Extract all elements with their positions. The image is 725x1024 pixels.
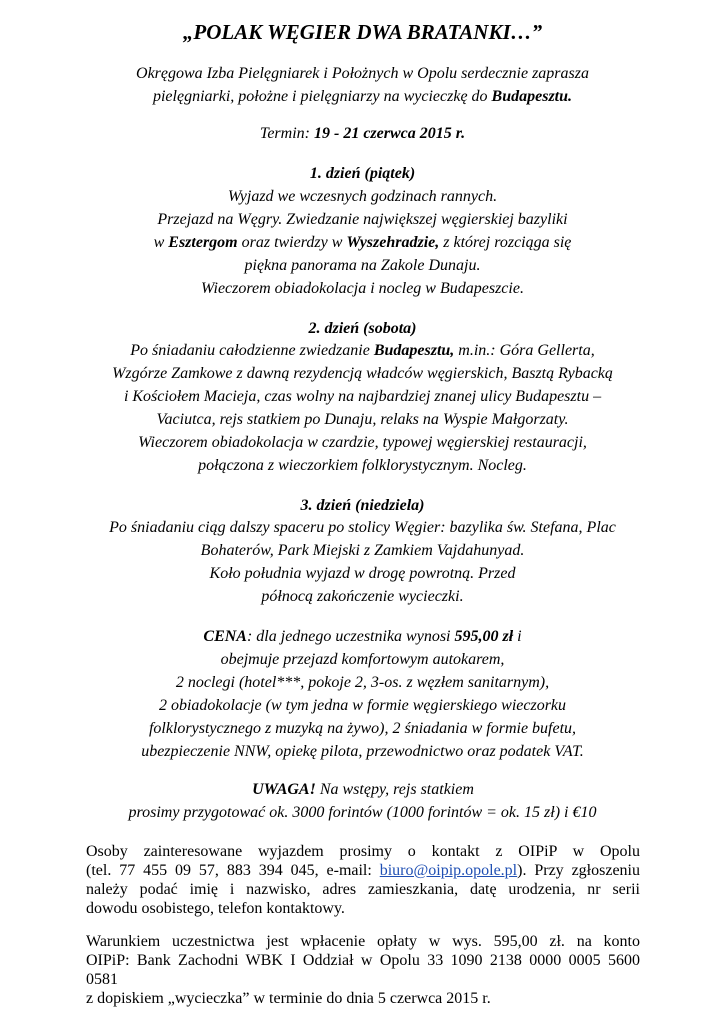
day1-line: Wyjazd we wczesnych godzinach rannych. — [227, 188, 498, 205]
price-line: ubezpieczenie NNW, opiekę pilota, przewodnictwo oraz podatek VAT. — [141, 743, 584, 760]
day3-line: północą zakończenie wycieczki. — [261, 588, 464, 605]
day2-text: Po śniadaniu całodzienne zwiedzanie — [130, 342, 374, 359]
price-line: 2 noclegi (hotel***, pokoje 2, 3-os. z węzłem sanitarnym), — [175, 674, 550, 691]
day1-line: Wieczorem obiadokolacja i nocleg w Budapeszcie. — [201, 280, 524, 297]
day1-text: oraz twierdzy w — [237, 234, 347, 251]
email-link[interactable]: biuro@oipip.opole.pl — [379, 862, 518, 879]
payment-line: z dopiskiem „wycieczka” w terminie do dnia 5 czerwca 2015 r. — [86, 990, 491, 1007]
intro-line-2 — [0, 87, 725, 106]
payment-line: 0581 — [86, 971, 118, 988]
day2-line — [0, 341, 725, 360]
day2-line: i Kościołem Macieja, czas wolny na najbardziej znanej ulicy Budapesztu – — [123, 388, 602, 405]
day2-heading: 2. dzień (sobota) — [308, 320, 417, 337]
termin-label: Termin: — [259, 125, 314, 142]
day2-line: Vaciutca, rejs statkiem po Dunaju, relaks na Wyspie Małgorzaty. — [156, 411, 569, 428]
contact-line: dowodu osobistego, telefon kontaktowy. — [86, 900, 345, 917]
contact-text: ). Przy zgłoszeniu — [517, 862, 641, 879]
termin-dates: 19 - 21 czerwca 2015 r. — [313, 125, 466, 142]
destination-city: Budapesztu. — [491, 88, 573, 105]
day3-line: Bohaterów, Park Miejski z Zamkiem Vajdahunyad. — [200, 542, 525, 559]
uwaga-label: UWAGA! — [252, 781, 316, 798]
price-line: folklorystycznego z muzyką na żywo), 2 śniadania w formie bufetu, — [148, 720, 577, 737]
uwaga-line: prosimy przygotować ok. 3000 forintów (1000 forintów = ok. 15 zł) i €10 — [128, 804, 597, 821]
day2-text: m.in.: Góra Gellerta, — [454, 342, 595, 359]
place-wyszehrad: Wyszehradzie, — [346, 234, 440, 251]
contact-line: Osoby zainteresowane wyjazdem prosimy o kontakt z OIPiP w Opolu — [86, 843, 640, 860]
day2-line: Wieczorem obiadokolacja w czardzie, typowej węgierskiej restauracji, — [138, 434, 587, 451]
contact-line — [86, 861, 640, 880]
day1-line: Przejazd na Węgry. Zwiedzanie największej węgierskiej bazyliki — [157, 211, 568, 228]
contact-paragraph — [86, 842, 640, 918]
day3-line: Po śniadaniu ciąg dalszy spaceru po stolicy Węgier: bazylika św. Stefana, Plac — [109, 519, 616, 536]
day2-line: połączona z wieczorkiem folklorystycznym. Nocleg. — [198, 457, 527, 474]
day1-heading: 1. dzień (piątek) — [309, 165, 416, 182]
uwaga-line — [86, 780, 640, 799]
termin-line — [0, 124, 725, 143]
price-text: : dla jednego uczestnika wynosi — [246, 628, 455, 645]
day3-line: Koło południa wyjazd w drogę powrotną. Przed — [209, 565, 516, 582]
place-esztergom: Esztergom — [168, 234, 238, 251]
price-amount: 595,00 zł — [454, 628, 514, 645]
price-label: CENA — [203, 628, 247, 645]
price-line — [0, 627, 725, 646]
intro-text: pielęgniarki, położne i pielęgniarzy na wycieczkę do — [152, 88, 492, 105]
place-budapest: Budapesztu, — [373, 342, 455, 359]
intro-line-1: Okręgowa Izba Pielęgniarek i Położnych w Opolu serdecznie zaprasza — [136, 65, 589, 82]
day1-text: z której rozciąga się — [439, 234, 572, 251]
contact-line: należy podać imię i nazwisko, adres zamieszkania, datę urodzenia, nr serii — [86, 881, 640, 898]
price-line: obejmuje przejazd komfortowym autokarem, — [220, 651, 505, 668]
day3-heading: 3. dzień (niedziela) — [300, 497, 425, 514]
price-line: 2 obiadokolacje (w tym jedna w formie węgierskiego wieczorku — [158, 697, 567, 714]
price-text: i — [513, 628, 522, 645]
payment-line: OIPiP: Bank Zachodni WBK I Oddział w Opolu 33 1090 2138 0000 0005 5600 — [86, 952, 640, 969]
day1-line — [0, 233, 725, 252]
day2-line: Wzgórze Zamkowe z dawną rezydencją władców węgierskich, Basztą Rybacką — [112, 365, 613, 382]
payment-line: Warunkiem uczestnictwa jest wpłacenie opłaty w wys. 595,00 zł. na konto — [86, 933, 640, 950]
document-title: „POLAK WĘGIER DWA BRATANKI…” — [182, 20, 543, 44]
contact-text: (tel. 77 455 09 57, 883 394 045, e-mail: — [86, 862, 380, 879]
day1-text: w — [153, 234, 169, 251]
payment-paragraph — [86, 932, 640, 1008]
day1-line: piękna panorama na Zakole Dunaju. — [244, 257, 481, 274]
uwaga-text: Na wstępy, rejs statkiem — [315, 781, 474, 798]
